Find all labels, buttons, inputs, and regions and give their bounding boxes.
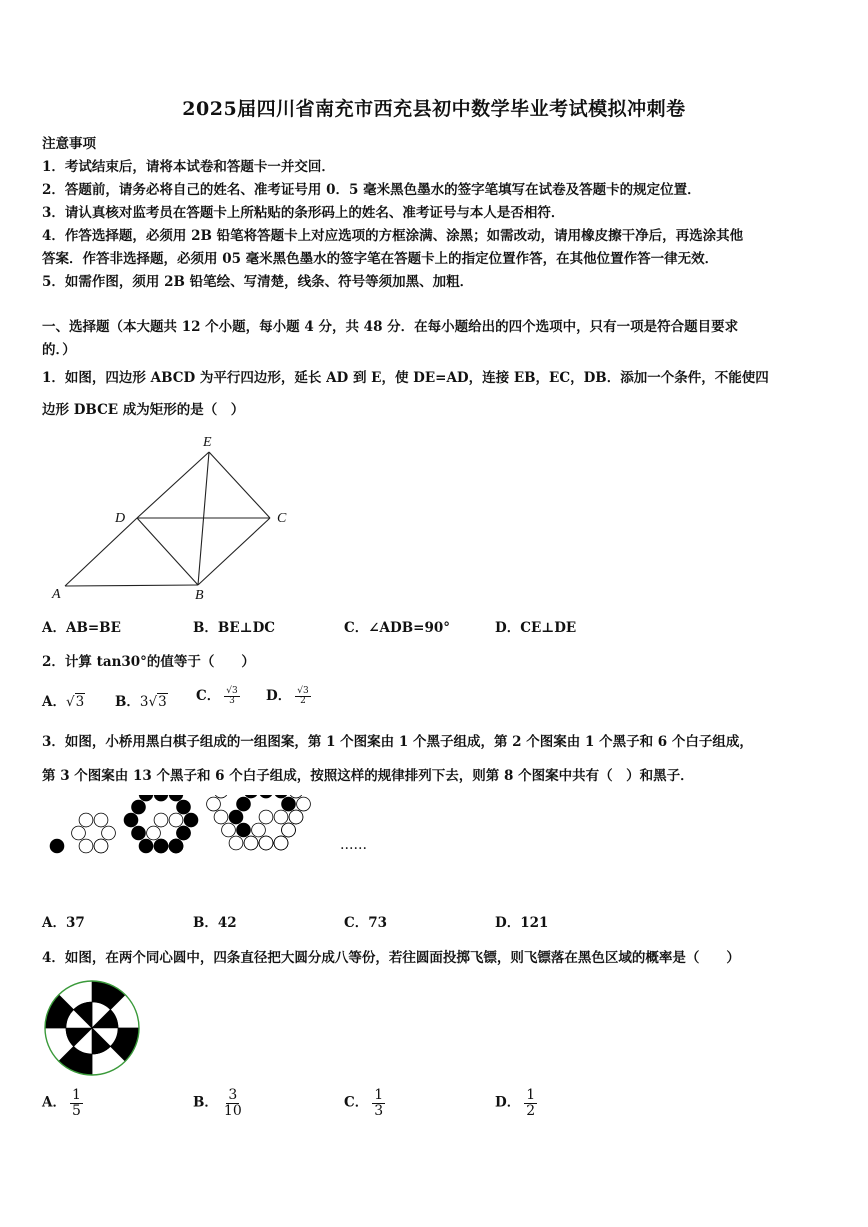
fraction: $\frac{√3}{2}$ <box>297 685 309 706</box>
q4-option-c[interactable] <box>344 1088 385 1118</box>
white-piece <box>259 836 273 850</box>
sqrt-expression: √3 <box>65 694 85 710</box>
black-piece <box>132 800 146 814</box>
white-piece <box>94 839 108 853</box>
fraction: $\frac{1}{3}$ <box>374 1087 384 1119</box>
white-piece <box>274 836 288 850</box>
white-piece <box>79 813 93 827</box>
q4-option-c-label: C． <box>344 1094 369 1111</box>
q3-option-a[interactable]: A．37 <box>42 915 85 931</box>
q2-option-a[interactable] <box>42 690 85 710</box>
white-piece <box>207 797 221 811</box>
white-piece <box>102 826 116 840</box>
q3-ellipsis: …… <box>340 837 367 853</box>
q3-chess-pattern-figure <box>40 795 370 895</box>
q4-stem: 4．如图，在两个同心圆中，四条直径把大圆分成八等份，若往圆面投掷飞镖，则飞镖落在黑色区域的概率是（ ） <box>42 950 740 966</box>
fraction: $\frac{3}{10}$ <box>223 1087 242 1119</box>
q3-stem-cont: 第 3 个图案由 13 个黑子和 6 个白子组成，按照这样的规律排列下去，则第 8 个图案中共有（ ）和黑子． <box>42 768 694 784</box>
page-title: 2025届四川省南充市西充县初中数学毕业考试模拟冲刺卷 <box>182 98 686 120</box>
black-piece <box>237 823 251 837</box>
white-piece <box>72 826 86 840</box>
q4-option-d[interactable] <box>495 1088 537 1118</box>
black-piece <box>177 800 191 814</box>
q1-option-c[interactable]: C．∠ADB=90° <box>344 620 450 636</box>
notice-heading: 注意事项 <box>42 136 96 152</box>
black-piece <box>169 795 183 801</box>
q1-option-a[interactable]: A．AB=BE <box>42 620 121 636</box>
white-piece <box>244 836 258 850</box>
q2-option-d-label: D． <box>266 688 292 704</box>
section-heading: 一、选择题（本大题共 12 个小题，每小题 4 分，共 48 分．在每小题给出的四个选项中，只有一项是符合题目要求 <box>42 319 739 335</box>
white-piece <box>79 839 93 853</box>
white-piece <box>214 810 228 824</box>
black-piece <box>169 839 183 853</box>
label-e: E <box>203 435 212 450</box>
q4-option-b-label: B． <box>193 1094 218 1111</box>
label-d: D <box>115 511 126 526</box>
section-heading-cont: 的．） <box>42 342 76 358</box>
q1-stem: 1．如图，四边形 ABCD 为平行四边形，延长 AD 到 E，使 DE=AD，连接 EB，EC，DB．添加一个条件，不能使四 <box>42 370 769 386</box>
label-b: B <box>195 588 204 603</box>
black-piece <box>229 810 243 824</box>
white-piece <box>169 813 183 827</box>
label-a: A <box>52 587 61 602</box>
fraction: $\frac{1}{2}$ <box>526 1087 536 1119</box>
white-piece <box>222 823 236 837</box>
black-piece <box>154 795 168 801</box>
q4-option-a[interactable] <box>42 1088 83 1118</box>
q2-option-b[interactable] <box>115 690 168 710</box>
q2-option-d[interactable] <box>266 684 311 706</box>
white-piece <box>154 813 168 827</box>
q2-stem: 2．计算 tan30°的值等于（ ） <box>42 654 255 670</box>
white-piece <box>252 823 266 837</box>
white-piece <box>229 836 243 850</box>
black-piece <box>184 813 198 827</box>
q4-option-d-label: D． <box>495 1094 521 1111</box>
black-piece <box>237 797 251 811</box>
q1-option-d[interactable]: D．CE⊥DE <box>495 620 577 636</box>
black-piece <box>124 813 138 827</box>
notice-item: 3．请认真核对监考员在答题卡上所粘贴的条形码上的姓名、准考证号与本人是否相符． <box>42 205 565 221</box>
white-piece <box>94 813 108 827</box>
white-piece <box>147 826 161 840</box>
black-piece <box>177 826 191 840</box>
q3-option-b[interactable]: B．42 <box>193 915 237 931</box>
q3-option-c[interactable]: C．73 <box>344 915 388 931</box>
label-c: C <box>277 511 287 526</box>
q4-option-b[interactable] <box>193 1088 244 1118</box>
q3-stem: 3．如图，小桥用黑白棋子组成的一组图案，第 1 个图案由 1 个黑子组成，第 2 个图案由 1 个黑子和 6 个白子组成， <box>42 734 753 750</box>
notice-item: 2．答题前，请务必将自己的姓名、准考证号用 0．5 毫米黑色墨水的签字笔填写在试卷及答题卡的规定位置． <box>42 182 701 198</box>
white-piece <box>282 823 296 837</box>
q2-option-b-label: B． <box>115 694 140 710</box>
black-piece <box>139 795 153 801</box>
black-piece <box>282 797 296 811</box>
black-piece <box>259 795 273 798</box>
sqrt-expression: 3√3 <box>139 694 167 710</box>
q4-target-figure <box>42 978 142 1078</box>
fraction: $\frac{1}{5}$ <box>71 1087 81 1119</box>
fraction: $\frac{√3}{3}$ <box>226 685 238 706</box>
white-piece <box>274 810 288 824</box>
black-piece <box>139 839 153 853</box>
q2-option-c-label: C． <box>196 688 221 704</box>
notice-item: 5．如需作图，须用 2B 铅笔绘、写清楚，线条、符号等须加黑、加粗． <box>42 274 474 290</box>
q1-parallelogram-figure <box>40 428 300 608</box>
q2-option-a-label: A． <box>42 694 66 710</box>
white-piece <box>259 810 273 824</box>
white-piece <box>289 810 303 824</box>
black-piece <box>132 826 146 840</box>
white-piece <box>297 797 311 811</box>
q3-option-d[interactable]: D．121 <box>495 915 549 931</box>
q1-stem-cont: 边形 DBCE 成为矩形的是（ ） <box>42 402 245 418</box>
q2-option-c[interactable] <box>196 684 240 706</box>
black-piece <box>154 839 168 853</box>
q1-option-b[interactable]: B．BE⊥DC <box>193 620 276 636</box>
notice-item: 1．考试结束后，请将本试卷和答题卡一并交回． <box>42 159 335 175</box>
black-piece <box>50 839 64 853</box>
notice-item: 4．作答选择题，必须用 2B 铅笔将答题卡上对应选项的方框涂满、涂黑；如需改动，请用橡皮擦干净后，再选涂其他 <box>42 228 744 244</box>
q4-option-a-label: A． <box>42 1094 66 1111</box>
notice-item: 答案．作答非选择题，必须用 05 毫米黑色墨水的签字笔在答题卡上的指定位置作答，在其他位置作答一律无效． <box>42 251 719 267</box>
